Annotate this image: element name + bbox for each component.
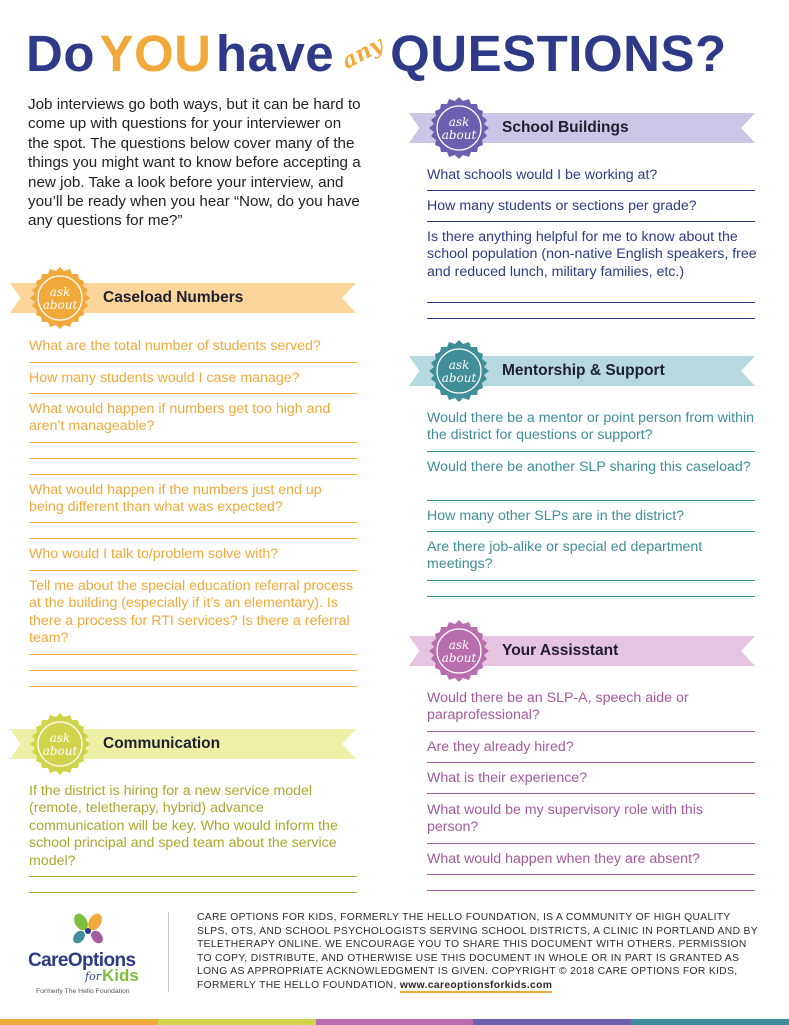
badge-text-about: about — [441, 651, 477, 665]
divider — [29, 570, 357, 571]
divider — [29, 522, 357, 523]
banner-communication — [10, 729, 356, 759]
divider — [427, 890, 755, 891]
divider — [29, 474, 357, 475]
badge-text-ask: ask — [448, 638, 470, 652]
section-title-caseload: Caseload Numbers — [103, 289, 244, 306]
question-caseload-1: What are the total number of students served? — [29, 338, 321, 354]
divider — [427, 596, 755, 597]
title-word-questions: QUESTIONS? — [390, 25, 727, 82]
question-mentorship-1: Would there be a mentor or point person from within the district for questions or support? — [427, 410, 755, 444]
divider — [29, 393, 357, 394]
question-assistant-1: Would there be an SLP-A, speech aide or paraprofessional? — [427, 690, 689, 724]
care-options-logo — [28, 910, 153, 1000]
question-buildings-1: What schools would I be working at? — [427, 167, 658, 183]
banner-caseload-numbers — [10, 283, 356, 313]
question-mentorship-3: How many other SLPs are in the district? — [427, 508, 685, 524]
color-bar-segment — [473, 1019, 631, 1025]
divider — [29, 892, 357, 893]
divider — [427, 221, 755, 222]
question-caseload-4: What would happen if the numbers just end up being different than what was expected? — [29, 482, 322, 516]
badge-text-about: about — [42, 298, 78, 312]
title-word-have: have — [215, 25, 335, 82]
divider — [427, 531, 755, 532]
badge-text-ask: ask — [448, 115, 470, 129]
ask-about-badge-icon — [28, 712, 92, 776]
divider — [29, 686, 357, 687]
divider — [427, 793, 755, 794]
logo-tagline: Formerly The Hello Foundation — [36, 988, 130, 995]
logo-for: for — [85, 970, 101, 983]
divider — [427, 580, 755, 581]
ask-about-badge-icon — [427, 96, 491, 160]
question-caseload-2: How many students would I case manage? — [29, 370, 300, 386]
divider — [29, 654, 357, 655]
divider — [29, 876, 357, 877]
divider — [427, 843, 755, 844]
divider — [427, 874, 755, 875]
question-mentorship-4: Are there job-alike or special ed department meetings? — [427, 539, 703, 573]
color-bar-segment — [0, 1019, 158, 1025]
divider — [427, 302, 755, 303]
badge-text-ask: ask — [49, 731, 71, 745]
bottom-color-bar — [0, 1019, 789, 1025]
divider — [427, 500, 755, 501]
question-mentorship-2: Would there be another SLP sharing this caseload? — [427, 459, 751, 475]
divider — [29, 670, 357, 671]
badge-text-ask: ask — [49, 285, 71, 299]
question-assistant-3: What is their experience? — [427, 770, 588, 786]
color-bar-segment — [316, 1019, 474, 1025]
footer-divider — [168, 912, 169, 992]
title-word-you: YOU — [99, 25, 212, 82]
badge-text-about: about — [42, 744, 78, 758]
badge-text-about: about — [441, 128, 477, 142]
divider — [427, 190, 755, 191]
color-bar-segment — [631, 1019, 789, 1025]
website-link[interactable]: www.careoptionsforkids.com — [399, 979, 553, 991]
intro-paragraph: Job interviews go both ways, but it can be hard to come up with questions for your interviewer on the spot. The questions below cover many of the things you might want to know before accepting a new job. Take a look before your interview, and you’ll be ready when you hear “Now, do you have any questions for me?” — [28, 96, 361, 230]
divider — [427, 451, 755, 452]
ask-about-badge-icon — [427, 339, 491, 403]
question-caseload-3: What would happen if numbers get too high and aren’t manageable? — [29, 401, 331, 435]
divider — [29, 538, 357, 539]
ask-about-badge-icon — [427, 619, 491, 683]
title-word-do: Do — [26, 25, 95, 82]
section-title-assistant: Your Assisstant — [502, 642, 619, 659]
divider — [29, 458, 357, 459]
question-assistant-4: What would be my supervisory role with this person? — [427, 802, 703, 836]
badge-text-about: about — [441, 371, 477, 385]
divider — [29, 362, 357, 363]
page-title — [26, 22, 766, 86]
question-buildings-3: Is there anything helpful for me to know about the school population (non-native English speakers, free and reduced lunch, military families, etc.) — [427, 229, 757, 280]
banner-mentorship-support — [409, 356, 755, 386]
footer-copyright-text: CARE OPTIONS FOR KIDS, FORMERLY THE HELLO FOUNDATION, IS A COMMUNITY OF HIGH QUALITY SLPS, OTS, AND SCHOOL PSYCHOLOGISTS SERVING SCHOOL DISTRICTS, A CLINIC IN PORTLAND AND BY TELETHERAPY ONLINE. WE ENCOURAGE YOU TO SHARE THIS DOCUMENT WITH OTHERS. PERMISSION TO COPY, DISTRIBUTE, AND OTHERWISE USE THIS DOCUMENT IN WHOLE OR IN PART IS GRANTED AS LONG AS APPROPRIATE ACKNOWLEDGMENT IS GIVEN. COPYRIGHT © 2018 CARE OPTIONS FOR KIDS, FORMERLY THE HELLO FOUNDATION, — [197, 912, 758, 991]
question-communication-1: If the district is hiring for a new service model (remote, teletherapy, hybrid) advance communication will be key. Who would inform the school principal and sped team about the service model? — [29, 783, 338, 869]
section-title-communication: Communication — [103, 735, 221, 752]
logo-kids: Kids — [102, 966, 139, 985]
divider — [427, 731, 755, 732]
badge-text-ask: ask — [448, 358, 470, 372]
color-bar-segment — [158, 1019, 316, 1025]
banner-school-buildings — [409, 113, 755, 143]
logo-wordmark: CareOptions — [28, 950, 136, 971]
question-assistant-5: What would happen when they are absent? — [427, 851, 700, 867]
section-title-mentorship: Mentorship & Support — [502, 362, 665, 379]
butterfly-logo-icon — [68, 910, 108, 950]
divider — [29, 442, 357, 443]
footer-text — [197, 911, 762, 993]
divider — [427, 762, 755, 763]
question-caseload-6: Tell me about the special education referral process at the building (especially if it’s an elementary). Is there a process for RTI services? Is there a referral team? — [29, 578, 354, 647]
question-buildings-2: How many students or sections per grade? — [427, 198, 697, 214]
banner-your-assistant — [409, 636, 755, 666]
question-caseload-5: Who would I talk to/problem solve with? — [29, 546, 279, 562]
ask-about-badge-icon — [28, 266, 92, 330]
question-assistant-2: Are they already hired? — [427, 739, 574, 755]
section-title-buildings: School Buildings — [502, 119, 629, 136]
title-word-any: any — [337, 31, 388, 75]
divider — [427, 318, 755, 319]
